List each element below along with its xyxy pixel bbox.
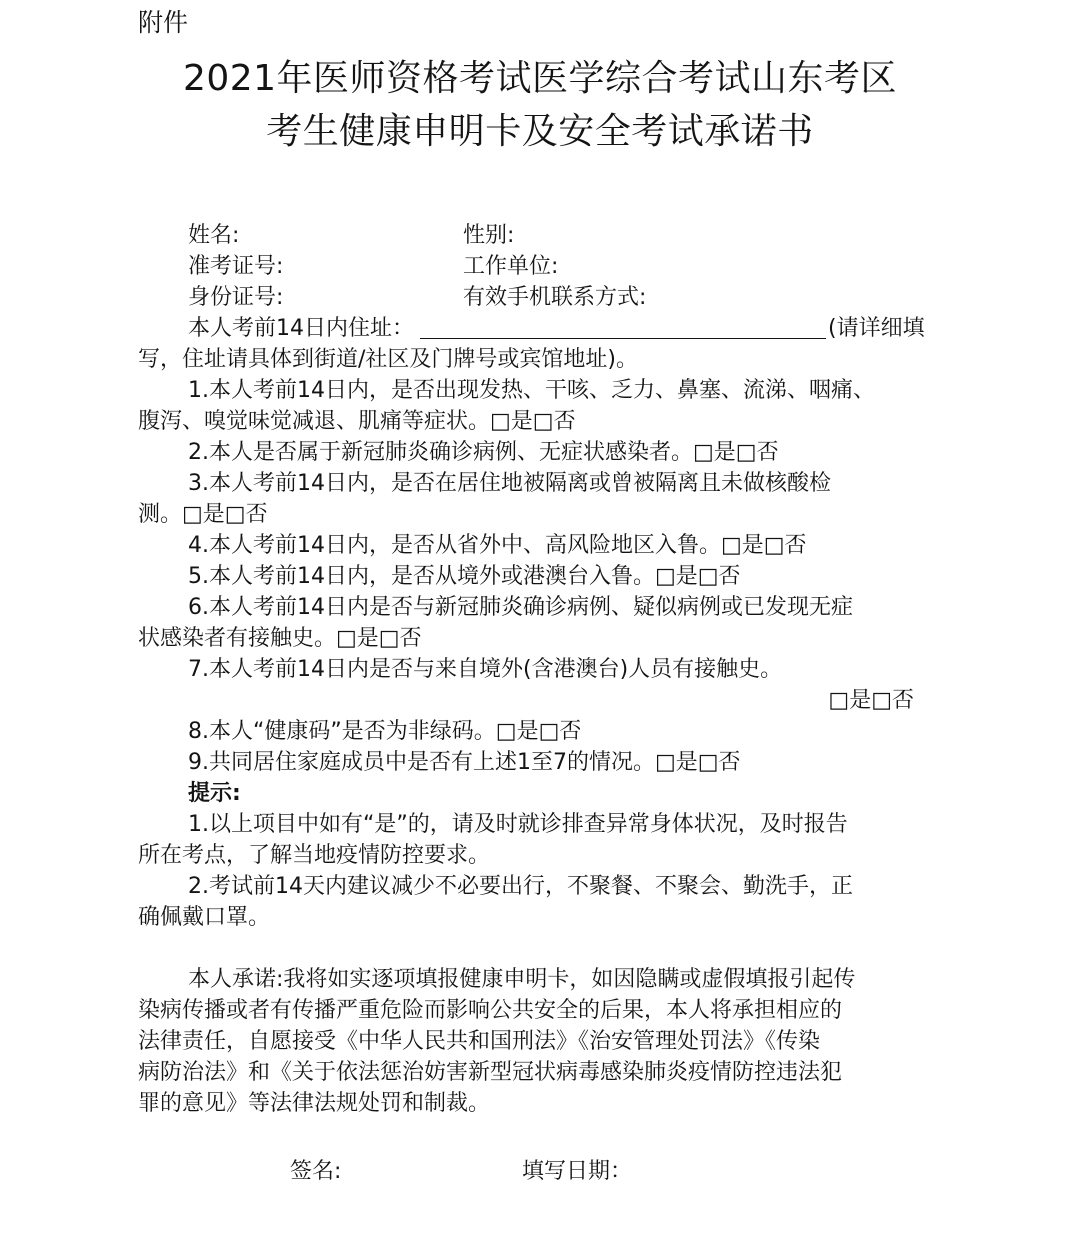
exam-number-field-label: 准考证号: bbox=[188, 254, 284, 279]
work-unit-field-label: 工作单位: bbox=[463, 254, 559, 279]
pledge-line3: 法律责任，自愿接受《中华人民共和国刑法》《治安管理处罚法》《传染 bbox=[138, 1029, 821, 1054]
attachment-label: 附件 bbox=[138, 8, 189, 37]
address-note: (请详细填 bbox=[828, 316, 925, 341]
question-2: 2.本人是否属于新冠肺炎确诊病例、无症状感染者。□是□否 bbox=[188, 440, 779, 465]
question-3-line1: 3.本人考前14日内，是否在居住地被隔离或曾被隔离且未做核酸检 bbox=[188, 471, 831, 496]
question-1-line2: 腹泻、嗅觉味觉减退、肌痛等症状。□是□否 bbox=[138, 409, 576, 434]
tip-1-line1: 1.以上项目中如有“是”的，请及时就诊排查异常身体状况，及时报告 bbox=[188, 812, 848, 837]
pledge-line4: 病防治法》和《关于依法惩治妨害新型冠状病毒感染肺炎疫情防控违法犯 bbox=[138, 1060, 843, 1085]
question-1-line1: 1.本人考前14日内，是否出现发热、干咳、乏力、鼻塞、流涕、咽痛、 bbox=[188, 378, 875, 403]
spacer bbox=[138, 933, 948, 964]
address-field-label: 本人考前14日内住址： bbox=[188, 316, 414, 341]
address-line bbox=[138, 313, 948, 344]
question-8: 8.本人“健康码”是否为非绿码。□是□否 bbox=[188, 719, 582, 744]
question-7-line1: 7.本人考前14日内是否与来自境外(含港澳台)人员有接触史。 bbox=[188, 657, 783, 682]
pledge-line2: 染病传播或者有传播严重危险而影响公共安全的后果，本人将承担相应的 bbox=[138, 998, 843, 1023]
pledge-line5: 罪的意见》等法律法规处罚和制裁。 bbox=[138, 1091, 491, 1116]
question-6-line1: 6.本人考前14日内是否与新冠肺炎确诊病例、疑似病例或已发现无症 bbox=[188, 595, 853, 620]
tip-2-line2: 确佩戴口罩。 bbox=[138, 905, 271, 930]
question-7-checkboxes: □是□否 bbox=[828, 688, 914, 713]
document-title-line1: 2021年医师资格考试医学综合考试山东考区 bbox=[182, 58, 898, 99]
field-row-exam bbox=[138, 251, 948, 282]
form-body bbox=[138, 220, 948, 1119]
tip-2-line1: 2.考试前14天内建议减少不必要出行，不聚餐、不聚会、勤洗手，正 bbox=[188, 874, 853, 899]
gender-field-label: 性别: bbox=[463, 223, 515, 248]
pledge-line1: 本人承诺:我将如实逐项填报健康申明卡，如因隐瞒或虚假填报引起传 bbox=[188, 967, 856, 992]
phone-field-label: 有效手机联系方式: bbox=[463, 285, 647, 310]
address-note-continued: 写，住址请具体到街道/社区及门牌号或宾馆地址)。 bbox=[138, 347, 638, 372]
name-field-label: 姓名: bbox=[188, 223, 240, 248]
question-5: 5.本人考前14日内，是否从境外或港澳台入鲁。□是□否 bbox=[188, 564, 741, 589]
address-blank[interactable] bbox=[420, 314, 826, 339]
question-9: 9.共同居住家庭成员中是否有上述1至7的情况。□是□否 bbox=[188, 750, 741, 775]
question-4: 4.本人考前14日内，是否从省外中、高风险地区入鲁。□是□否 bbox=[188, 533, 807, 558]
tips-heading: 提示: bbox=[188, 781, 241, 806]
fill-date-label: 填写日期： bbox=[522, 1159, 633, 1184]
id-number-field-label: 身份证号: bbox=[188, 285, 284, 310]
field-row-name bbox=[138, 220, 948, 251]
tip-1-line2: 所在考点，了解当地疫情防控要求。 bbox=[138, 843, 491, 868]
question-3-line2: 测。□是□否 bbox=[138, 502, 268, 527]
field-row-id bbox=[138, 282, 948, 313]
document-title-line2: 考生健康申明卡及安全考试承诺书 bbox=[266, 111, 814, 152]
question-6-line2: 状感染者有接触史。□是□否 bbox=[138, 626, 422, 651]
signature-label: 签名: bbox=[290, 1159, 342, 1184]
